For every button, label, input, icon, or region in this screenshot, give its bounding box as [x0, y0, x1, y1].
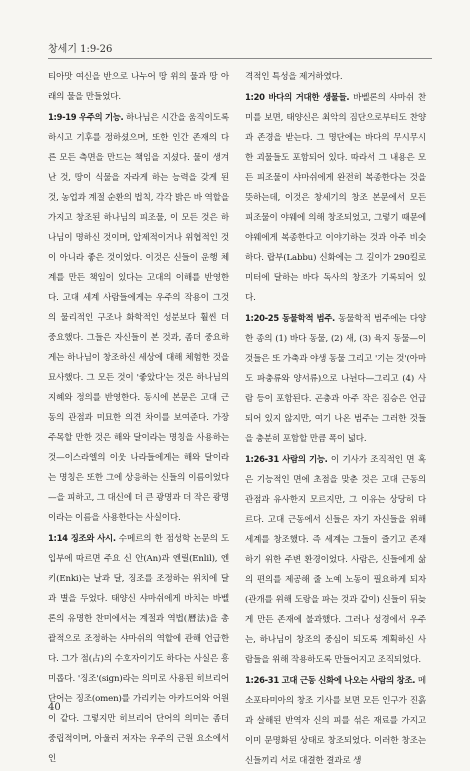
- paragraph-text: 티아맛 여신을 반으로 나누어 땅 위의 물과 땅 아래의 물을 만들었다.: [48, 72, 229, 102]
- section-heading: 1:9-19 우주의 기능.: [48, 112, 124, 122]
- section-heading: 1:26-31 고대 근동 신화에 나오는 사람의 창조.: [245, 675, 416, 685]
- section-heading: 1:14 징조와 사시.: [48, 533, 116, 543]
- running-header: 창세기 1:9-26: [48, 44, 113, 55]
- paragraph: [48, 66, 229, 107]
- paragraph: [245, 449, 426, 670]
- paragraph-text: 수메르의 한 점성학 논문의 도입부에 따르면 주요 신 안(An)과 엔릴(Enlil), 엔키(Enki)는 날과 달, 징조를 조정하는 위치에 달과 별을 두었다. 태양신 샤마쉬에게 바치는 바벨론의 유명한 찬미에서는 계절과 역법(曆法)을 총괄적으로 조정하는 샤마쉬의 역할에 관해 언급한다. 그가 점(占)의 수호자이기도 하다는 사실은 흥미롭다. '징조'(sign)라는 의미로 사용된 히브리어 단어는 징조(omen)를 가리키는 아카드어와 어원이 같다. 그렇지만 히브리어 단어의 의미는 좀더 중립적이며, 아울러 저자는 우주의 근원 요소에서 인: [48, 534, 229, 764]
- section-heading: 1:26-31 사람의 기능.: [245, 454, 328, 464]
- section-heading: 1:20 바다의 거대한 생물들.: [245, 92, 350, 102]
- paragraph: [245, 66, 426, 87]
- paragraph-text: 이 기사가 조직적인 면 혹은 기능적인 면에 초점을 맞춘 것은 고대 근동의 관점과 유사한지 모르지만, 그 이유는 상당히 다르다. 고대 근동에서 신들은 자기 자신들을 위해 세계를 창조했다. 즉 세계는 그들이 즐기고 존재하기 위한 주변 환경이었다. 사람은, 신들에게 삶의 편의를 제공해 줄 노예 노동이 필요하게 되자(관개를 위해 도랑을 파는 것과 같이) 신들이 뒤늦게 만든 존재에 불과했다. 그러나 성경에서 우주는, 하나님이 창조의 중심이 되도록 계획하신 사람들을 위해 작용하도록 만들어지고 조직되었다.: [245, 455, 426, 665]
- paragraph: [245, 87, 426, 308]
- paragraph: [48, 528, 229, 769]
- paragraph-text: 하나님은 시간을 움직이도록 하시고 기후를 정하셨으며, 또한 인간 존재의 다른 모든 측면을 만드는 책임을 지셨다. 물이 생겨난 것, 땅이 식물을 자라게 하는 능력을 갖게 된 것, 농업과 계절 순환의 법칙, 각각 밝은 바 역할을 가지고 창조된 하나님의 피조물, 이 모든 것은 하나님이 명하신 것이며, 압제적이거나 위협적인 것이 아니라 좋은 것이었다. 이것은 신들이 운행 체계를 만든 책임이 있다는 고대의 이해를 반영한다. 고대 세계 사람들에게는 우주의 작용이 그것의 물리적인 구조나 화학적인 성분보다 훨씬 더 중요했다. 그들은 자신들이 본 것과, 좀더 중요하게는 하나님이 창조하신 세상에 대해 체험한 것을 묘사했다. 그 모든 것이 '좋았다'는 것은 하나님의 지혜와 정의를 반영한다. 동시에 본문은 고대 근동의 관점과 미묘한 의견 차이를 보여준다. 가장 주목할 만한 것은 해와 달이라는 명칭을 사용하는 것—이스라엘의 이웃 나라들에게는 해와 달이라는 명칭은 또한 그에 상응하는 신들의 이름이었다—을 피하고, 그 대신에 더 큰 광명과 더 작은 광명이라는 이름을 사용한다는 사실이다.: [48, 113, 229, 523]
- page-number: 40: [48, 702, 61, 713]
- right-column: [245, 66, 426, 771]
- header-rule: [48, 58, 432, 59]
- paragraph: [48, 107, 229, 528]
- paragraph-text: 바벨론의 샤마쉬 찬미를 보면, 태양신은 최악의 짐단으로부터도 찬양과 존경을 받는다. 그 명단에는 바다의 무시무시한 괴물들도 포함되어 있다. 따라서 그 내용은 모든 피조물이 샤마쉬에게 완전히 복종한다는 것을 뜻하는데, 이것은 창세기의 창조 본문에서 모든 피조물이 야웨에 의해 창조되었고, 그렇기 때문에 야웨에게 복종한다고 이야기하는 것과 아주 비슷하다. 랍부(Labbu) 신화에는 그 길이가 290킬로미터에 달하는 바다 독사의 창조가 기록되어 있다.: [245, 93, 426, 303]
- paragraph: [245, 308, 426, 449]
- left-column: [48, 66, 229, 769]
- paragraph-text: 격적인 특성을 제거하였다.: [245, 72, 343, 82]
- paragraph-text: 동물학적 범주에는 다양한 종의 (1) 바다 동물, (2) 새, (3) 육지 동물—이것들은 또 가축과 야생 동물 그리고 '기는 것'(아마도 파충류와 양서류)으로 나뉜다—그리고 (4) 사람 등이 포함된다. 곤충과 아주 작은 짐승은 언급되어 있지 않지만, 여기 나온 범주는 그러한 것들을 충분히 포함할 만큼 폭이 넓다.: [245, 314, 427, 444]
- paragraph: [245, 670, 426, 771]
- section-heading: 1:20-25 동물학적 범주.: [245, 313, 335, 323]
- paragraph-text: 메소포타미아의 창조 기사를 보면 모든 인구가 진흙과 살해된 반역자 신의 피를 섞은 재료를 가지고 이미 문명화된 상태로 창조되었다. 이러한 창조는 신들끼리 서로 대결한 결과로 생: [245, 676, 426, 766]
